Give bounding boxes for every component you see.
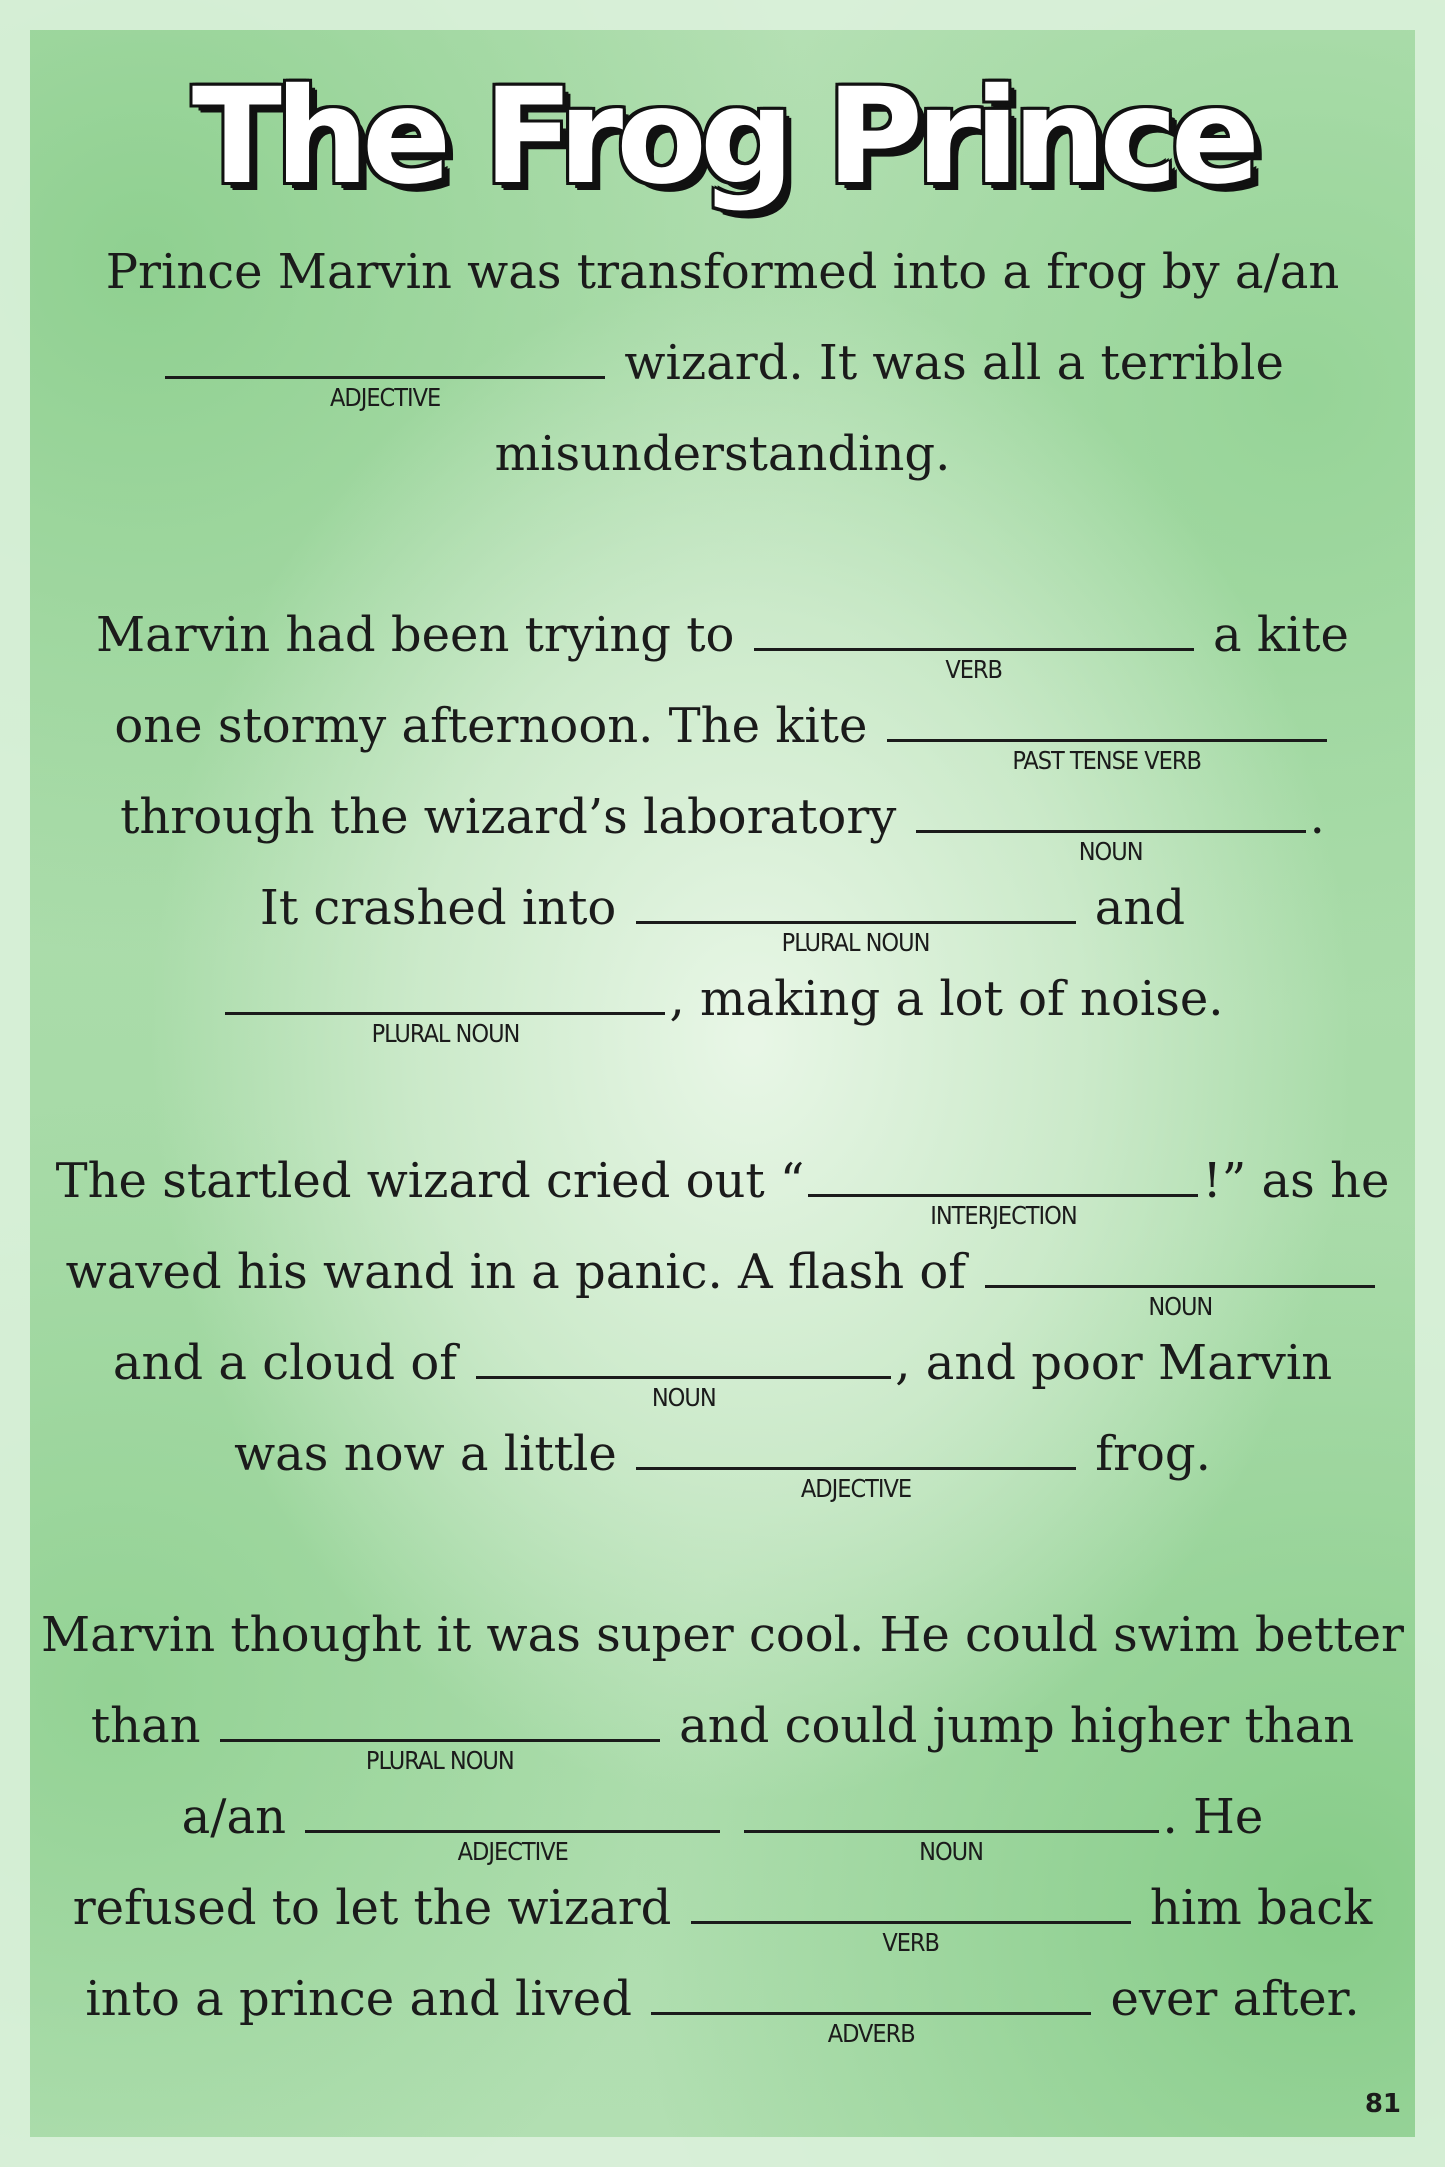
blank-hint: NOUN: [1148, 1292, 1213, 1321]
blank-hint: ADJECTIVE: [457, 1837, 568, 1866]
story-text: was now a little: [234, 1426, 617, 1482]
blank-adverb[interactable]: [651, 1972, 1091, 2048]
story-text: and: [1094, 880, 1186, 936]
story-line: [0, 969, 1445, 1048]
blank-hint: NOUN: [919, 1837, 983, 1866]
blank-hint: VERB: [882, 1928, 939, 1957]
blank-verb[interactable]: [691, 1881, 1131, 1957]
story-line: [0, 1424, 1445, 1503]
story-line: [0, 1333, 1445, 1412]
story-text: through the wizard’s laboratory: [120, 789, 897, 845]
story-line: [0, 1605, 1445, 1665]
story-text: and could jump higher than: [679, 1698, 1355, 1754]
story-line: [0, 333, 1445, 412]
story-text: , and poor Marvin: [895, 1335, 1333, 1391]
blank-adjective[interactable]: [636, 1427, 1076, 1503]
story-text: ever after.: [1110, 1971, 1360, 2027]
story-text: into a prince and lived: [85, 1971, 632, 2027]
story-line: [0, 1242, 1445, 1321]
blank-noun[interactable]: [985, 1245, 1375, 1321]
story-text: The startled wizard cried out “: [55, 1153, 805, 1209]
blank-hint: NOUN: [651, 1383, 716, 1412]
story-line: [0, 1696, 1445, 1775]
story-text: Prince Marvin was transformed into a frog by a/an: [105, 244, 1340, 300]
story-line: [0, 1969, 1445, 2048]
blank-hint: PAST TENSE VERB: [1012, 746, 1201, 775]
blank-hint: PLURAL NOUN: [365, 1746, 514, 1775]
blank-plural-noun[interactable]: [220, 1699, 660, 1775]
blank-verb[interactable]: [754, 608, 1194, 684]
story-text: him back: [1149, 1880, 1373, 1936]
story-text: than: [90, 1698, 201, 1754]
story-text: .: [1309, 789, 1325, 845]
blank-hint: VERB: [945, 655, 1002, 684]
story-text: a/an: [181, 1789, 286, 1845]
story-text: frog.: [1095, 1426, 1211, 1482]
page-title: The Frog Prince: [191, 60, 1254, 214]
story-text: misunderstanding.: [494, 426, 951, 482]
story-line: [0, 787, 1445, 866]
story-line: [0, 1151, 1445, 1230]
story-text: , making a lot of noise.: [669, 971, 1224, 1027]
story-text: a kite: [1212, 607, 1349, 663]
story-text: and a cloud of: [112, 1335, 457, 1391]
blank-hint: NOUN: [1078, 837, 1143, 866]
blank-adjective[interactable]: [305, 1790, 720, 1866]
story-text: refused to let the wizard: [72, 1880, 672, 1936]
blank-interjection[interactable]: [808, 1154, 1198, 1230]
blank-hint: INTERJECTION: [930, 1201, 1077, 1230]
story-text: one stormy afternoon. The kite: [114, 698, 868, 754]
story-line: [0, 1878, 1445, 1957]
story-text: Marvin had been trying to: [96, 607, 735, 663]
story-line: [0, 878, 1445, 957]
story-line: [0, 696, 1445, 775]
blank-plural-noun[interactable]: [636, 881, 1076, 957]
story-text: Marvin thought it was super cool. He could swim better: [41, 1607, 1404, 1663]
story-text: . He: [1162, 1789, 1264, 1845]
blank-hint: PLURAL NOUN: [781, 928, 930, 957]
page-number: 81: [1364, 2089, 1401, 2119]
blank-adjective[interactable]: [165, 336, 605, 412]
blank-plural-noun[interactable]: [225, 972, 665, 1048]
blank-past-tense-verb[interactable]: [887, 699, 1327, 775]
blank-noun[interactable]: [744, 1790, 1159, 1866]
story-text: waved his wand in a panic. A flash of: [65, 1244, 967, 1300]
blank-hint: ADJECTIVE: [800, 1474, 912, 1503]
story-text: It crashed into: [259, 880, 617, 936]
story-text: wizard. It was all a terrible: [624, 335, 1284, 391]
blank-hint: PLURAL NOUN: [371, 1019, 520, 1048]
story-line: [0, 424, 1445, 484]
story-line: [0, 242, 1445, 302]
story-text: !” as he: [1202, 1153, 1390, 1209]
blank-noun[interactable]: [916, 790, 1306, 866]
blank-hint: ADVERB: [827, 2019, 915, 2048]
story-line: [0, 1787, 1445, 1866]
blank-noun[interactable]: [476, 1336, 891, 1412]
blank-hint: ADJECTIVE: [330, 383, 441, 412]
story-line: [0, 605, 1445, 684]
